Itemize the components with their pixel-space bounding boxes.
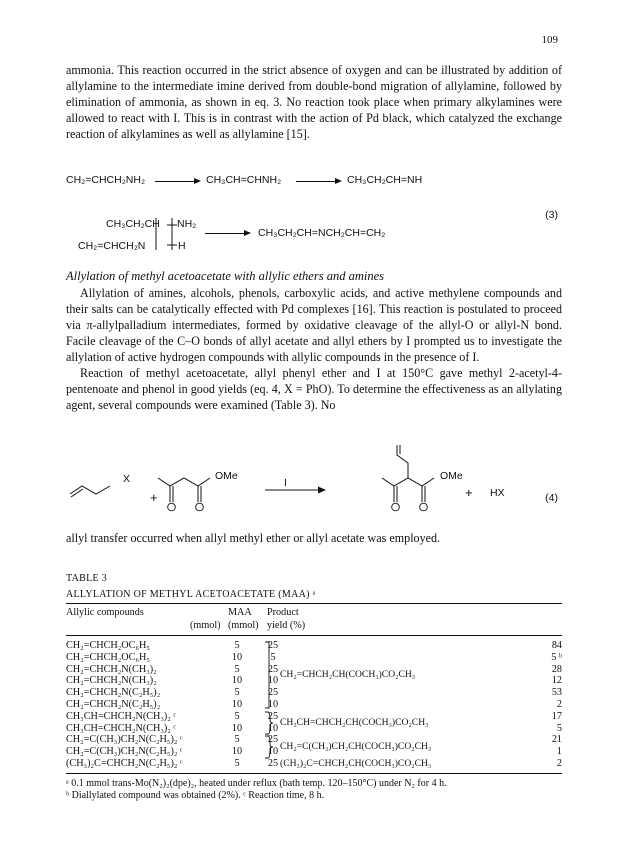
table-top-rule xyxy=(66,603,562,604)
table-col-mmol-2: (mmol) xyxy=(228,620,259,631)
page-number: 109 xyxy=(541,34,558,46)
table-bottom-rule xyxy=(66,773,562,774)
eq4-ome-2: OMe xyxy=(440,470,463,482)
eq4-plus-2: + xyxy=(465,485,473,500)
section-heading: Allylation of methyl acetoacetate with allylic ethers and amines xyxy=(66,269,384,283)
table-col-mmol-1: (mmol) xyxy=(190,620,221,631)
eq3-arrow-2 xyxy=(296,181,340,182)
eq4-x: X xyxy=(123,473,131,485)
table-row: (CH₃)₂C=CHCH₂N(C₂H₅)₂ ᶜ 5 25 2 xyxy=(66,757,562,769)
eq3-enamine: CH₃CH=CHNH₂ xyxy=(206,174,282,186)
eq3-arrow-3 xyxy=(205,233,249,234)
eq3-top-right: NH₂ xyxy=(177,218,197,230)
table-row: CH₂=C(CH₃)CH₂N(C₂H₅)₂ ᶜ 5 25 21 xyxy=(66,734,562,746)
table-row: CH₂=CHCH₂OC₆H₅ 10 5 5 ᵇ xyxy=(66,651,562,663)
table-footnote-a: ᵃ 0.1 mmol trans-Mo(N₂)₂(dpe)₂, heated under reflux (bath temp. 120–150°C) under N₂ for 4 h. xyxy=(66,778,447,789)
table-col-maa: MAA xyxy=(228,607,252,618)
eq3-allylamine: CH₂=CHCH₂NH₂ xyxy=(66,174,146,186)
table-row: CH₂=CHCH₂OC₆H₅ 5 25 84 xyxy=(66,640,562,651)
table-row: CH₂=CHCH₂N(C₂H₅)₂ 10 10 2 xyxy=(66,698,562,710)
paragraph-4: allyl transfer occurred when allyl methyl ether or allyl acetate was employed. xyxy=(66,531,441,545)
table-col-yield: yield (%) xyxy=(267,620,306,631)
eq3-product: CH₃CH₂CH=NCH₂CH=CH₂ xyxy=(258,227,386,239)
eq3-line1 xyxy=(66,174,145,186)
table-product-1: CH₂=CHCH₂CH(COCH₃)CO₂CH₃ xyxy=(280,669,416,680)
table-row: CH₂=CHCH₂N(CH₃)₂ 10 10 12 xyxy=(66,675,562,687)
eq3-top-left: CH₃CH₂CH xyxy=(106,218,160,230)
table-col-product: Product xyxy=(267,607,299,618)
paragraph-1: ammonia. This reaction occurred in the strict absence of oxygen and can be illustrated by addition of allylamine to the intermediate imine derived from double-bond migration of allylamine, followed by elimination of ammonia, as shown in eq. 3. No reaction took place when primary alkylamines were allowed to react with I. This is in contrast with the action of Pd black, which catalyzed the exchange reaction of alkylamines as well as allylamine [15]. xyxy=(66,63,562,141)
eq4-catalyst: I xyxy=(284,477,287,489)
table-row: CH₂=CHCH₂N(CH₃)₂ 5 25 28 xyxy=(66,663,562,675)
eq4-hx: HX xyxy=(490,487,505,499)
table-braces xyxy=(262,640,276,770)
eq4-ome-1: OMe xyxy=(215,470,238,482)
eq4-number: (4) xyxy=(545,492,558,504)
table-header-rule xyxy=(66,635,562,636)
eq4-structures xyxy=(60,445,560,520)
paragraph-2: Allylation of amines, alcohols, phenols, carboxylic acids, and active methylene compounds and their salts can be catalytically effected with Pd complexes [16]. This reaction is postulated to proceed via π-allylpalladium intermediates, formed by oxidative cleavage of the allyl-O or allyl-N bond. Facile cleavage of the C–O bonds of allyl acetate and allyl ethers by I prompted us to investigate the allylation of active hydrogen compounds with allylic compounds in the presence of I. xyxy=(66,286,562,364)
table-product-2: CH₃CH=CHCH₂CH(COCH₃)CO₂CH₃ xyxy=(280,717,429,728)
table-label: TABLE 3 xyxy=(66,573,108,584)
eq3-imine: CH₃CH₂CH=NH xyxy=(347,174,423,186)
eq3-number: (3) xyxy=(545,209,558,221)
table-row: CH₃CH=CHCH₂N(CH₃)₂ ᶜ 10 10 5 xyxy=(66,722,562,734)
table-row: CH₂=CHCH₂N(C₂H₅)₂ 5 25 53 xyxy=(66,687,562,699)
eq3-arrow-1 xyxy=(155,181,199,182)
table-row: CH₃CH=CHCH₂N(CH₃)₂ ᶜ 5 25 17 xyxy=(66,710,562,722)
table-product-4: (CH₃)₂C=CHCH₂CH(COCH₃)CO₂CH₃ xyxy=(280,758,432,769)
table-row: CH₂=C(CH₃)CH₂N(C₂H₅)₂ ᶜ 10 10 1 xyxy=(66,746,562,758)
table-footnote-bc: ᵇ Diallylated compound was obtained (2%). ᶜ Reaction time, 8 h. xyxy=(66,790,325,801)
eq3-bond-lines xyxy=(150,214,180,254)
eq3-bottom-left: CH₂=CHCH₂N xyxy=(78,240,146,252)
paragraph-3: Reaction of methyl acetoacetate, allyl phenyl ether and I at 150°C gave methyl 2-acetyl-4-pentenoate and phenol in good yields (eq. 4, X = PhO). To determine the effectiveness as an allylating agent, several compounds were examined (Table 3). No xyxy=(66,366,562,412)
table-col-compound: Allylic compounds xyxy=(66,607,144,618)
table-product-3: CH₂=C(CH₃)CH₂CH(COCH₃)CO₂CH₃ xyxy=(280,741,432,752)
eq3-bottom-right: H xyxy=(178,240,186,252)
eq4-plus-1: + xyxy=(150,490,158,505)
table-title: ALLYLATION OF METHYL ACETOACETATE (MAA) ᵃ xyxy=(66,589,316,600)
